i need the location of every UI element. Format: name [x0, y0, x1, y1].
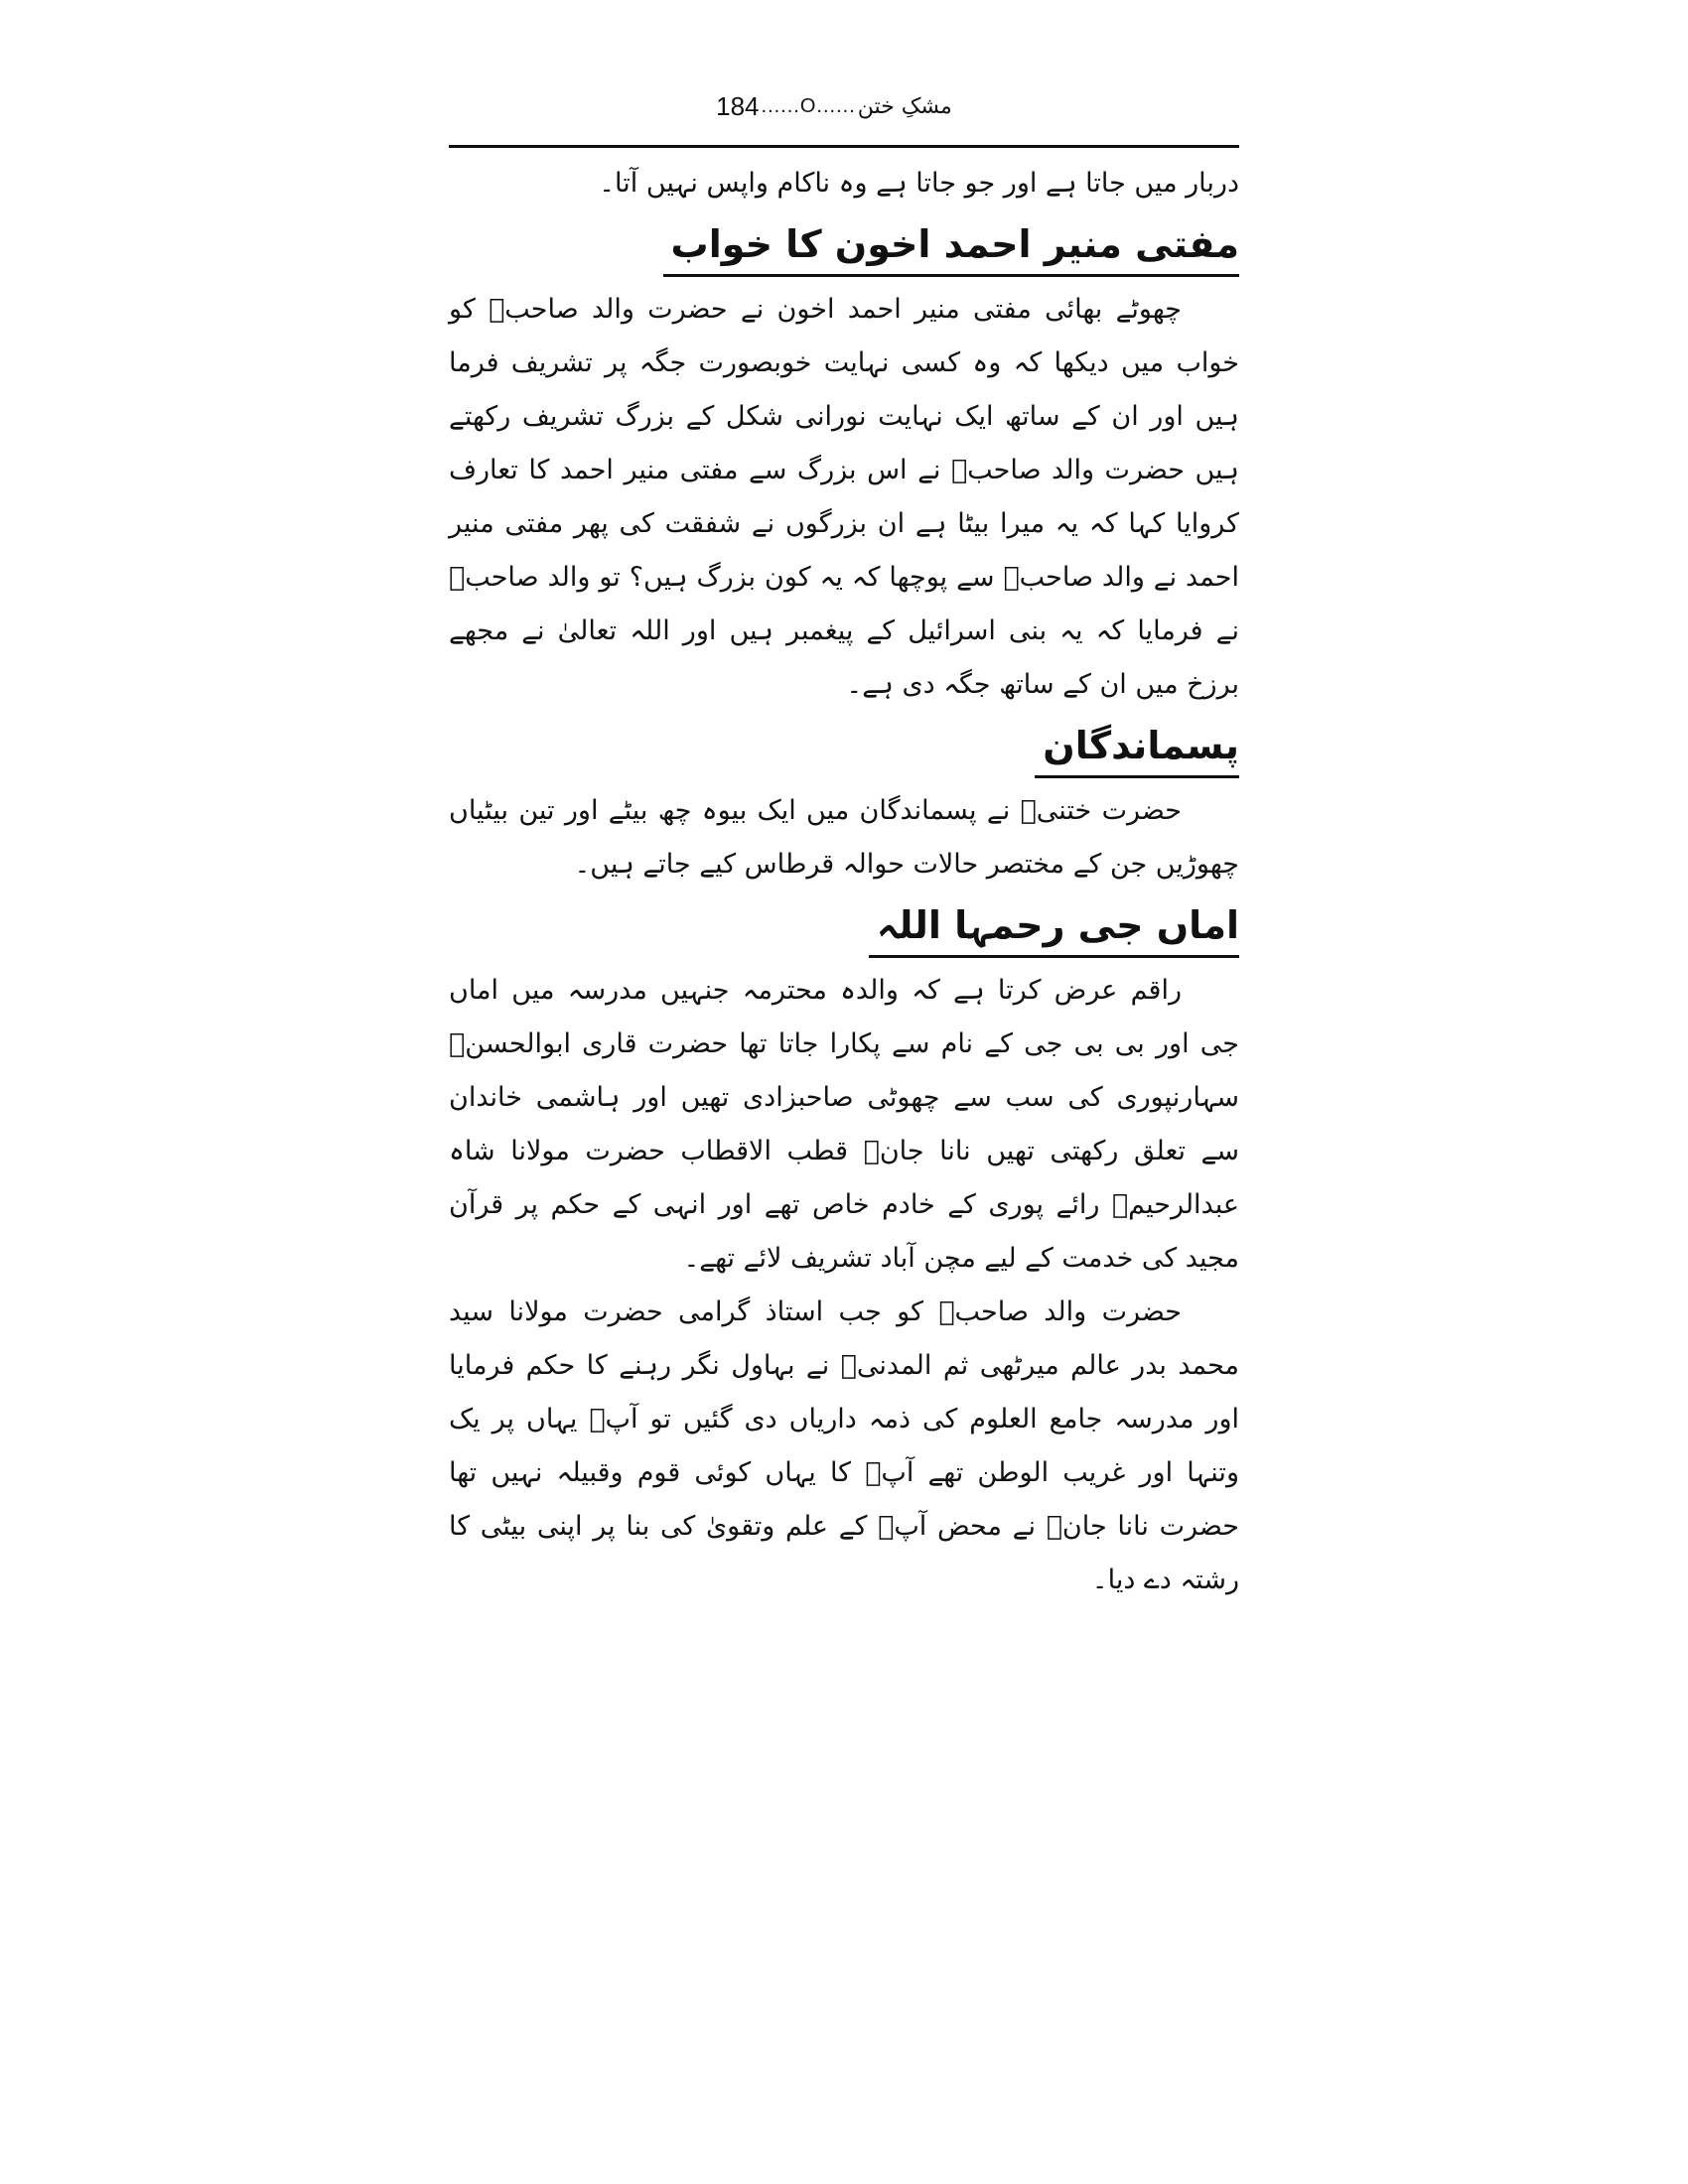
section-heading-amma-ji: اماں جی رحمہا اللہ — [869, 895, 1239, 958]
section-heading-wrap — [449, 895, 1239, 958]
page-number: 184 — [716, 91, 760, 121]
section-heading-dream: مفتی منیر احمد اخون کا خواب — [663, 214, 1239, 277]
survivors-paragraph: حضرت ختنیؒ نے پسماندگان میں ایک بیوہ چھ بیٹے اور تین بیٹیاں چھوڑیں جن کے مختصر حالات حوالہ قرطاس کیے جاتے ہیں۔ — [449, 795, 1239, 880]
section-heading-survivors: پسماندگان — [1035, 716, 1239, 778]
dream-paragraph: چھوٹے بھائی مفتی منیر احمد اخون نے حضرت والد صاحبؒ کو خواب میں دیکھا کہ وہ کسی نہایت خوبصورت جگہ پر تشریف فرما ہیں اور ان کے ساتھ ایک نہایت نورانی شکل کے بزرگ تشریف رکھتے ہیں حضرت والد صاحبؒ نے اس بزرگ سے مفتی منیر احمد کا تعارف کروایا کہا کہ یہ میرا بیٹا ہے ان بزرگوں نے شفقت کی پھر مفتی منیر احمد نے والد صاحبؒ سے پوچھا کہ یہ کون بزرگ ہیں؟ تو والد صاحبؒ نے فرمایا کہ یہ بنی اسرائیل کے پیغمبر ہیں اور اللہ تعالیٰ نے مجھے برزخ میں ان کے ساتھ جگہ دی ہے۔ — [449, 294, 1239, 700]
page-content — [449, 157, 1239, 1607]
section-heading-wrap — [449, 214, 1239, 277]
section-heading-wrap — [449, 716, 1239, 778]
header-separator: ......O...... — [761, 95, 856, 117]
continued-paragraph: دربار میں جاتا ہے اور جو جاتا ہے وہ ناکام واپس نہیں آتا۔ — [599, 168, 1239, 199]
running-header — [437, 91, 1231, 135]
amma-ji-paragraph-1: راقم عرض کرتا ہے کہ والدہ محترمہ جنہیں مدرسہ میں اماں جی اور بی بی جی کے نام سے پکارا جاتا تھا حضرت قاری ابوالحسنؒ سہارنپوری کی سب سے چھوٹی صاحبزادی تھیں اور ہاشمی خاندان سے تعلق رکھتی تھیں نانا جانؒ قطب الاقطاب حضرت مولانا شاہ عبدالرحیمؒ رائے پوری کے خادم خاص تھے اور انہی کے حکم پر قرآن مجید کی خدمت کے لیے مچن آباد تشریف لائے تھے۔ — [449, 975, 1239, 1274]
amma-ji-paragraph-2: حضرت والد صاحبؒ کو جب استاذ گرامی حضرت مولانا سید محمد بدر عالم میرٹھی ثم المدنیؒ نے بہاول نگر رہنے کا حکم فرمایا اور مدرسہ جامع العلوم کی ذمہ داریاں دی گئیں تو آپؒ یہاں پر یک وتنہا اور غریب الوطن تھے آپؒ کا یہاں کوئی قوم وقبیلہ نہیں تھا حضرت نانا جانؒ نے محض آپؒ کے علم وتقویٰ کی بنا پر اپنی بیٹی کا رشتہ دے دیا۔ — [449, 1297, 1239, 1595]
header-rule — [449, 145, 1239, 148]
book-title: مشکِ ختن — [857, 94, 952, 119]
